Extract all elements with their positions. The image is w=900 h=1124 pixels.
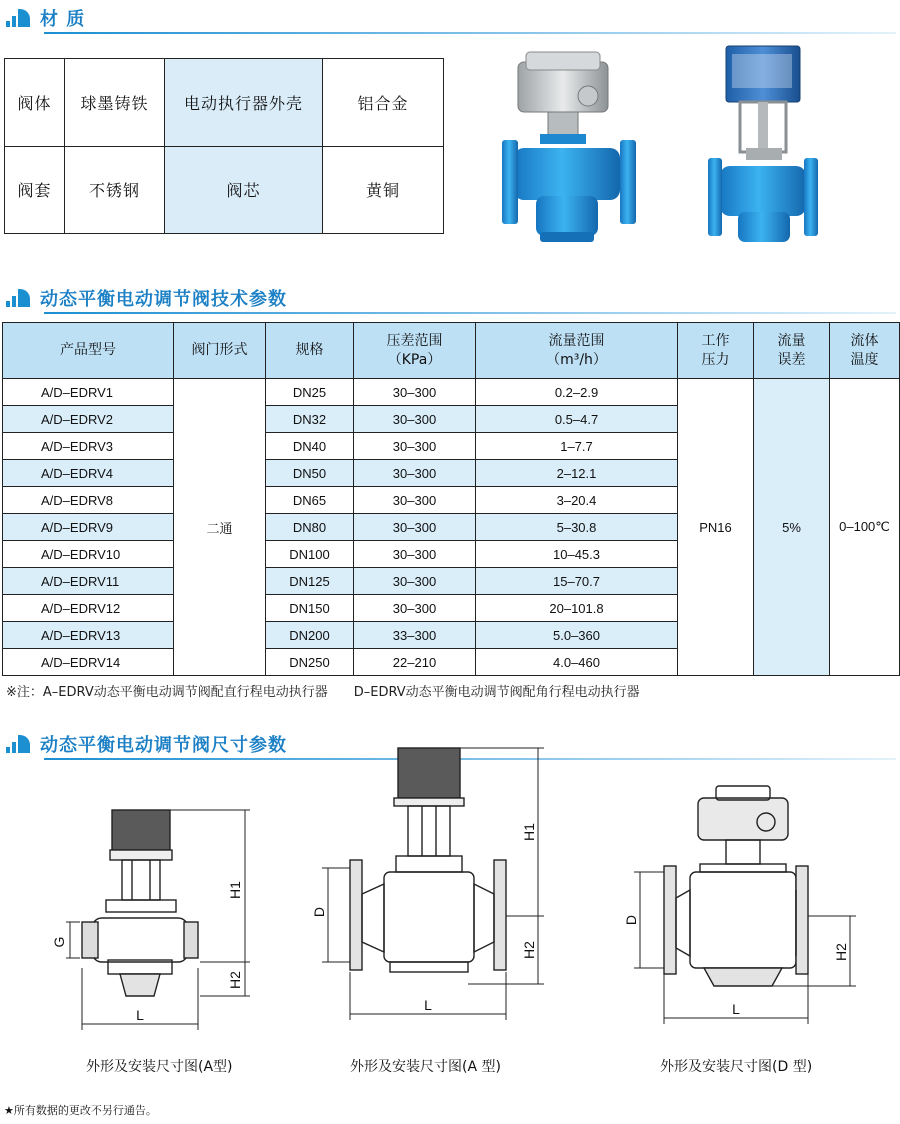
col-header-error xyxy=(754,323,830,379)
col-header-model: 产品型号 xyxy=(3,323,174,379)
header-line: 误差 xyxy=(777,351,806,368)
header-line: 压力 xyxy=(701,351,730,368)
section-title: 材 质 xyxy=(40,9,86,30)
cell-pressure: PN16 xyxy=(678,379,754,676)
section-title: 动态平衡电动调节阀尺寸参数 xyxy=(40,735,287,756)
caption-drawing-2: 外形及安装尺寸图(A 型) xyxy=(350,1059,501,1075)
label-h2: H2 xyxy=(833,943,849,961)
cell-dp: 33–300 xyxy=(354,622,476,649)
cell-dp: 30–300 xyxy=(354,379,476,406)
cell-model: A/D–EDRV1 xyxy=(3,379,174,406)
materials-row xyxy=(5,59,444,147)
cell-size: DN65 xyxy=(266,487,354,514)
cell-model: A/D–EDRV8 xyxy=(3,487,174,514)
cell-size: DN200 xyxy=(266,622,354,649)
col-header-pressure xyxy=(678,323,754,379)
material-cell: 阀体 xyxy=(5,59,65,147)
header-line: 流量 xyxy=(777,332,806,349)
cell-model: A/D–EDRV11 xyxy=(3,568,174,595)
col-header-dp xyxy=(354,323,476,379)
cell-size: DN80 xyxy=(266,514,354,541)
footnote-changes: ★所有数据的更改不另行通告。 xyxy=(4,1104,157,1117)
footnote-actuator: ※注：A–EDRV动态平衡电动调节阀配直行程电动执行器 D–EDRV动态平衡电动调节阀配角行程电动执行器 xyxy=(6,685,640,700)
col-header-temp xyxy=(830,323,900,379)
cell-size: DN50 xyxy=(266,460,354,487)
material-cell: 球墨铸铁 xyxy=(65,59,165,147)
label-h2: H2 xyxy=(227,971,243,989)
label-l: L xyxy=(424,997,432,1013)
section-icon xyxy=(6,287,32,309)
cell-size: DN100 xyxy=(266,541,354,568)
caption-drawing-1: 外形及安装尺寸图(A型) xyxy=(86,1059,233,1075)
cell-dp: 30–300 xyxy=(354,595,476,622)
dimension-drawing-d-flanged xyxy=(620,780,870,1030)
cell-flow: 4.0–460 xyxy=(476,649,678,676)
section-header-dims xyxy=(6,732,287,756)
cell-model: A/D–EDRV4 xyxy=(3,460,174,487)
cell-flow: 10–45.3 xyxy=(476,541,678,568)
materials-row xyxy=(5,146,444,234)
cell-dp: 30–300 xyxy=(354,514,476,541)
header-line: 工作 xyxy=(701,332,730,349)
material-cell: 电动执行器外壳 xyxy=(165,59,323,147)
cell-flow: 3–20.4 xyxy=(476,487,678,514)
spec-body xyxy=(3,379,900,676)
section-header-tech xyxy=(6,286,287,310)
label-d: D xyxy=(623,914,639,926)
table-row xyxy=(3,379,900,406)
header-line: （KPa） xyxy=(387,351,442,368)
material-cell: 不锈钢 xyxy=(65,146,165,234)
dimension-drawing-a-threaded xyxy=(40,798,270,1038)
spec-header-row xyxy=(3,323,900,379)
section-icon xyxy=(6,733,32,755)
cell-size: DN250 xyxy=(266,649,354,676)
cell-dp: 30–300 xyxy=(354,406,476,433)
cell-model: A/D–EDRV10 xyxy=(3,541,174,568)
cell-size: DN125 xyxy=(266,568,354,595)
cell-size: DN25 xyxy=(266,379,354,406)
cell-dp: 30–300 xyxy=(354,487,476,514)
material-cell: 铝合金 xyxy=(323,59,444,147)
cell-model: A/D–EDRV12 xyxy=(3,595,174,622)
header-line: （m³/h） xyxy=(546,351,607,368)
cell-dp: 30–300 xyxy=(354,433,476,460)
cell-model: A/D–EDRV3 xyxy=(3,433,174,460)
col-header-size: 规格 xyxy=(266,323,354,379)
cell-dp: 30–300 xyxy=(354,460,476,487)
label-d: D xyxy=(311,906,327,918)
header-line: 流体 xyxy=(850,332,879,349)
cell-flow: 0.5–4.7 xyxy=(476,406,678,433)
cell-size: DN40 xyxy=(266,433,354,460)
cell-model: A/D–EDRV2 xyxy=(3,406,174,433)
cell-form: 二通 xyxy=(174,379,266,676)
label-h2: H2 xyxy=(521,941,537,959)
cell-flow: 20–101.8 xyxy=(476,595,678,622)
material-cell: 阀套 xyxy=(5,146,65,234)
cell-model: A/D–EDRV9 xyxy=(3,514,174,541)
cell-temp: 0–100℃ xyxy=(830,379,900,676)
cell-error: 5% xyxy=(754,379,830,676)
dimension-drawing-a-flanged xyxy=(306,744,566,1034)
label-g: G xyxy=(51,936,67,948)
col-header-form: 阀门形式 xyxy=(174,323,266,379)
cell-dp: 22–210 xyxy=(354,649,476,676)
cell-flow: 15–70.7 xyxy=(476,568,678,595)
cell-dp: 30–300 xyxy=(354,568,476,595)
cell-size: DN150 xyxy=(266,595,354,622)
materials-table xyxy=(4,58,444,234)
label-h1: H1 xyxy=(227,881,243,899)
header-line: 压差范围 xyxy=(386,332,443,349)
col-header-flow xyxy=(476,323,678,379)
cell-flow: 5–30.8 xyxy=(476,514,678,541)
cell-flow: 1–7.7 xyxy=(476,433,678,460)
label-l: L xyxy=(136,1007,144,1023)
caption-drawing-3: 外形及安装尺寸图(D 型) xyxy=(660,1059,813,1075)
section-header-materials xyxy=(6,6,85,30)
cell-flow: 2–12.1 xyxy=(476,460,678,487)
valve-photo-rotary xyxy=(496,48,644,248)
section-icon xyxy=(6,7,32,29)
spec-table xyxy=(2,322,900,676)
material-cell: 阀芯 xyxy=(165,146,323,234)
cell-flow: 5.0–360 xyxy=(476,622,678,649)
header-line: 温度 xyxy=(850,351,879,368)
material-cell: 黄铜 xyxy=(323,146,444,234)
cell-model: A/D–EDRV14 xyxy=(3,649,174,676)
label-h1: H1 xyxy=(521,823,537,841)
cell-flow: 0.2–2.9 xyxy=(476,379,678,406)
cell-size: DN32 xyxy=(266,406,354,433)
cell-dp: 30–300 xyxy=(354,541,476,568)
valve-photo-linear xyxy=(702,42,832,252)
header-line: 流量范围 xyxy=(548,332,605,349)
cell-model: A/D–EDRV13 xyxy=(3,622,174,649)
label-l: L xyxy=(732,1001,740,1017)
section-title: 动态平衡电动调节阀技术参数 xyxy=(40,289,287,310)
